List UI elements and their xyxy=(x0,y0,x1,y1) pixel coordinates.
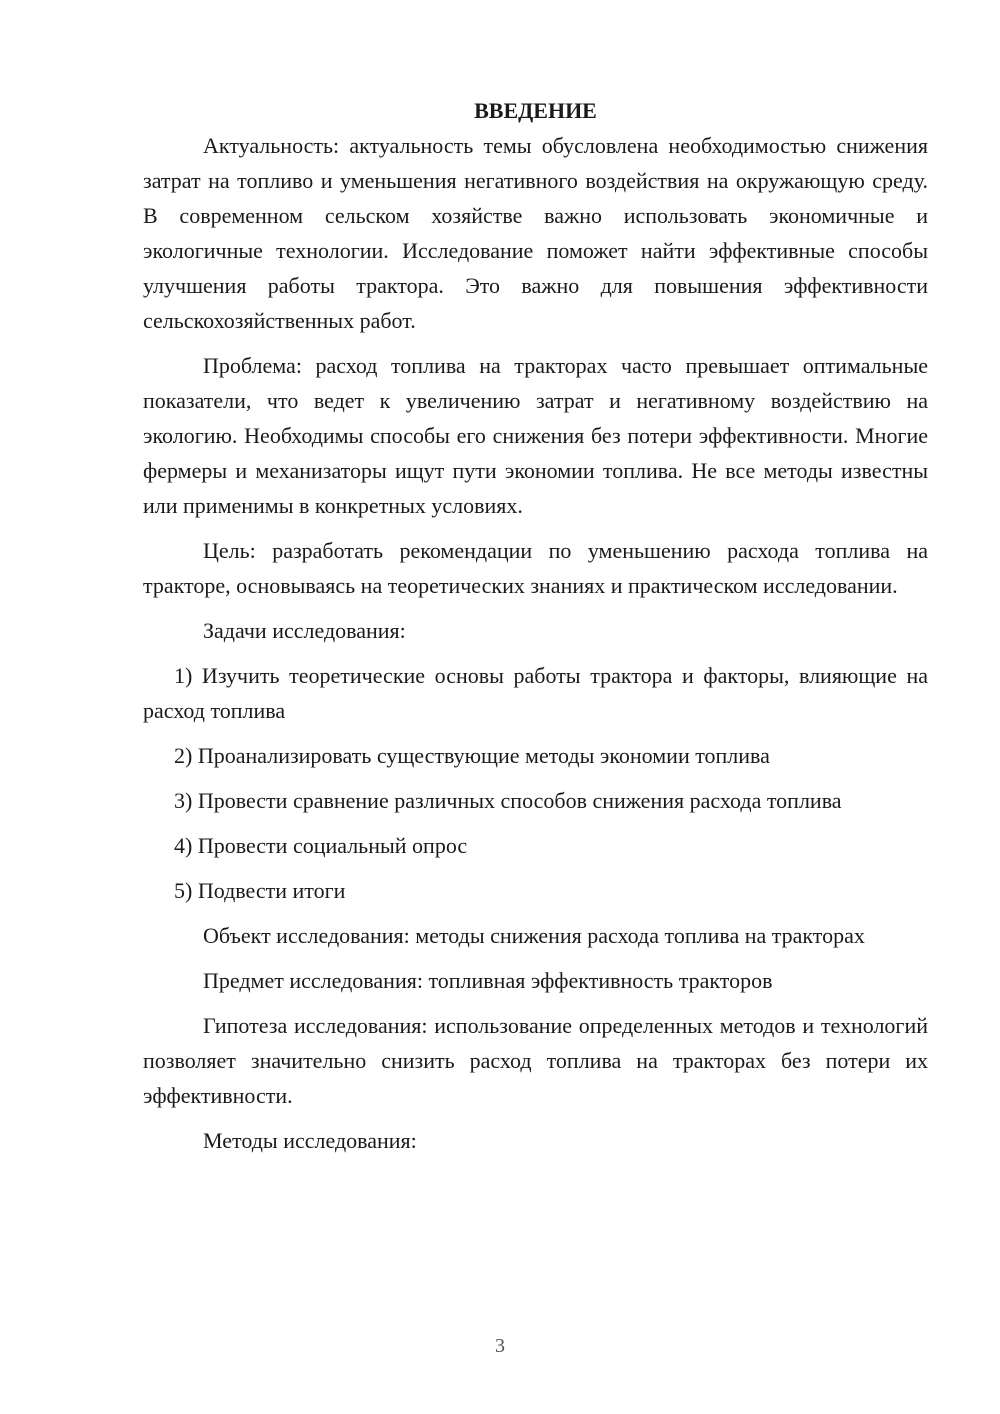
page-number: 3 xyxy=(495,1335,505,1357)
paragraph-object: Объект исследования: методы снижения расхода топлива на тракторах xyxy=(203,923,865,948)
tasks-list xyxy=(143,658,928,908)
document-page xyxy=(143,93,928,1168)
page-title: ВВЕДЕНИЕ xyxy=(474,98,597,123)
paragraph-subject: Предмет исследования: топливная эффективность тракторов xyxy=(203,968,773,993)
list-item: 1) Изучить теоретические основы работы трактора и факторы, влияющие на расход топлива xyxy=(143,663,928,723)
methods-heading: Методы исследования: xyxy=(203,1128,417,1153)
tasks-heading: Задачи исследования: xyxy=(203,618,406,643)
list-item: 5) Подвести итоги xyxy=(174,878,346,903)
paragraph-goal: Цель: разработать рекомендации по уменьшению расхода топлива на тракторе, основываясь на теоретических знаниях и практическом исследовании. xyxy=(143,538,928,598)
paragraph-relevance: Актуальность: актуальность темы обусловлена необходимостью снижения затрат на топливо и уменьшения негативного воздействия на окружающую среду. В современном сельском хозяйстве важно использовать экономичные и экологичные технологии. Исследование поможет найти эффективные способы улучшения работы трактора. Это важно для повышения эффективности сельскохозяйственных работ. xyxy=(143,133,928,333)
list-item: 4) Провести социальный опрос xyxy=(174,833,468,858)
list-item: 2) Проанализировать существующие методы экономии топлива xyxy=(174,743,770,768)
paragraph-hypothesis: Гипотеза исследования: использование определенных методов и технологий позволяет значительно снизить расход топлива на тракторах без потери их эффективности. xyxy=(143,1013,928,1108)
list-item: 3) Провести сравнение различных способов снижения расхода топлива xyxy=(174,788,842,813)
paragraph-problem: Проблема: расход топлива на тракторах часто превышает оптимальные показатели, что ведет к увеличению затрат и негативному воздействию на экологию. Необходимы способы его снижения без потери эффективности. Многие фермеры и механизаторы ищут пути экономии топлива. Не все методы известны или применимы в конкретных условиях. xyxy=(143,353,928,518)
